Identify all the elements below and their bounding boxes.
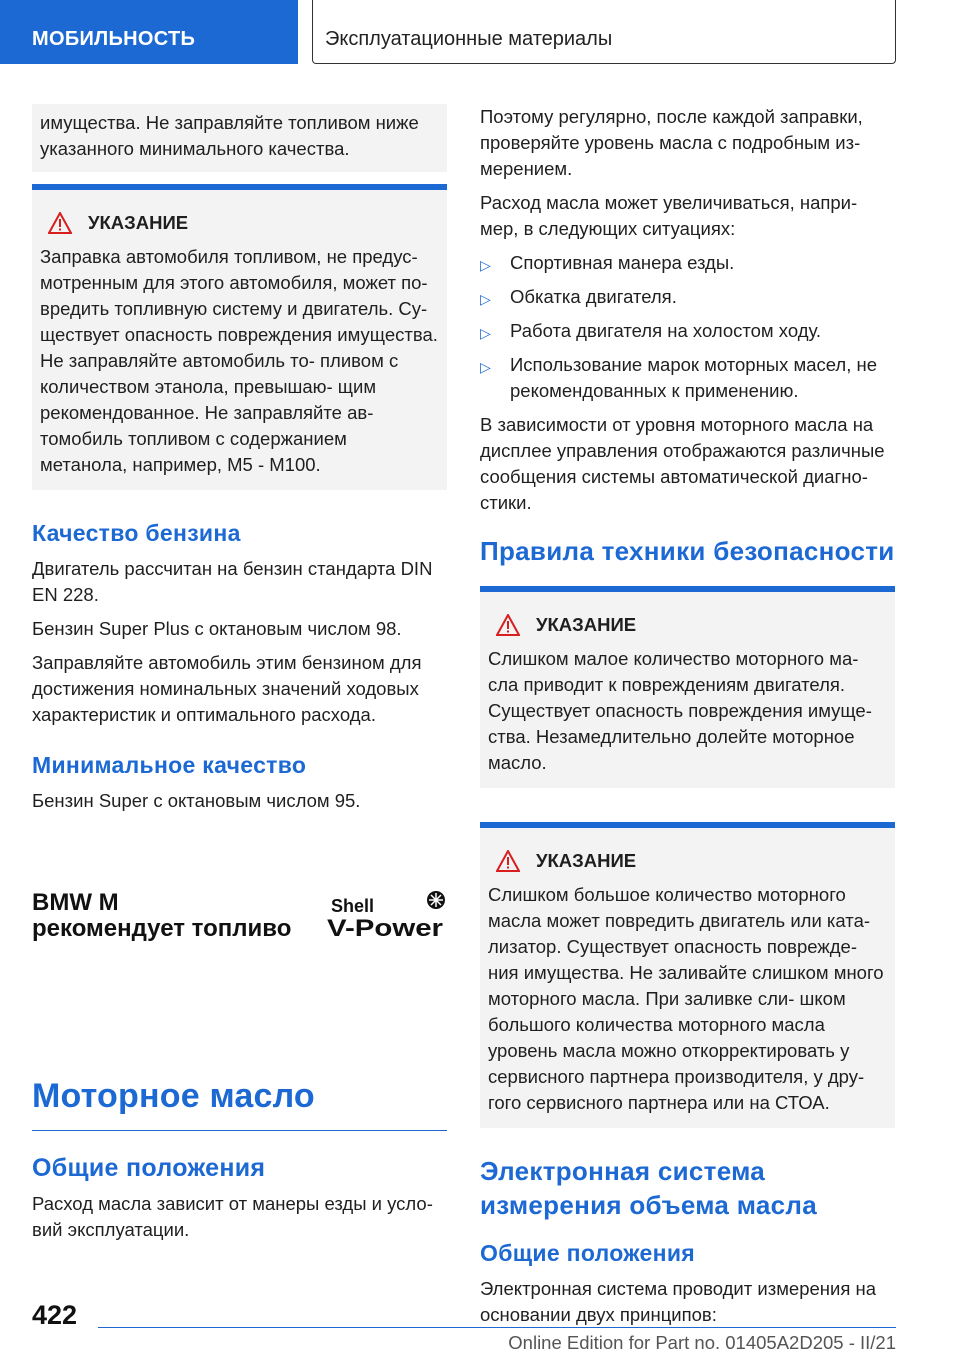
list-item-text: Обкатка двигателя. (510, 286, 677, 307)
warning-box (32, 184, 447, 490)
warning-title (496, 850, 887, 872)
heading-fuel-quality: Качество бензина (32, 520, 241, 546)
heading-engine-oil: Моторное масло (32, 1074, 447, 1131)
warning-triangle-icon (496, 850, 520, 872)
list-item (480, 284, 895, 310)
right-p3: В зависимости от уровня моторного масла на дисплее управления отображаются различные сообщения системы автоматической диагно- стики. (480, 414, 885, 513)
right-p1: Поэтому регулярно, после каждой заправки, проверяйте уровень масла с подробным из- мерением. (480, 106, 863, 179)
situations-list (480, 250, 895, 404)
electronic-p1: Электронная система проводит измерения на основании двух принципов: (480, 1278, 876, 1325)
page-number: 422 (32, 1300, 78, 1330)
fuel-quality-p2: Бензин Super Plus с октановым числом 98. (32, 618, 402, 639)
warning-text: Слишком большое количество моторного масла может повредить двигатель или ката- лизатор. Существует опасность поврежде- ния имущества. Не заливайте слишком много моторного масла. При заливке сли- шком большого количества моторного масла уровень масла можно откорректировать у сервисного партнера производителя, у дру- гого сервисного партнера или на СТОА. (488, 884, 884, 1113)
triangle-bullet-icon: ▷ (480, 291, 491, 307)
heading-electronic-oil-measurement: Электронная система измерения объема масла (480, 1156, 818, 1220)
warning-box (480, 822, 895, 1128)
engine-oil-p1: Расход масла зависит от манеры езды и усло- вий эксплуатации. (32, 1193, 433, 1240)
list-item (480, 250, 895, 276)
triangle-bullet-icon: ▷ (480, 359, 491, 375)
fuel-quality-p1: Двигатель рассчитан на бензин стандарта DIN EN 228. (32, 558, 433, 605)
warning-title (48, 212, 439, 234)
fuel-quality-p3: Заправляйте автомобиль этим бензином для достижения номинальных значений ходовых характеристик и оптимального расхода. (32, 652, 422, 725)
page-footer (0, 1296, 960, 1362)
heading-general-provisions: Общие положения (32, 1154, 266, 1182)
triangle-bullet-icon: ▷ (480, 325, 491, 341)
edition-info: Online Edition for Part no. 01405A2D205 - II/21 (508, 1332, 896, 1353)
warning-title-label: УКАЗАНИЕ (536, 614, 637, 635)
shell-vpower-ad (32, 890, 447, 950)
warning-title (496, 614, 887, 636)
min-quality-p1: Бензин Super с октановым числом 95. (32, 790, 361, 811)
continued-text-box (32, 104, 447, 172)
right-column (480, 104, 895, 1336)
logo-shell-text: Shell (331, 896, 375, 916)
logo-vpower-text: V-Power (327, 915, 443, 940)
continued-text: имущества. Не заправляйте топливом ниже указанного минимального качества. (40, 112, 419, 159)
list-item (480, 352, 895, 404)
list-item (480, 318, 895, 344)
warning-triangle-icon (496, 614, 520, 636)
warning-text: Слишком малое количество моторного ма- сла приводит к повреждениям двигателя. Существует опасность повреждения имуще- ства. Незамедлительно долейте моторное масло. (488, 648, 872, 773)
left-column (32, 104, 447, 822)
right-p2: Расход масла может увеличиваться, напри- мер, в следующих ситуациях: (480, 192, 858, 239)
shell-vpower-logo (327, 890, 447, 940)
list-item-text: Работа двигателя на холостом ходу. (510, 320, 822, 341)
list-item-text: Использование марок моторных масел, не рекомендованных к применению. (510, 354, 878, 401)
warning-text: Заправка автомобиля топливом, не предус- мотренным для этого автомобиля, может по- вредить топливную систему и двигатель. Су- ществует опасность повреждения имущества. Не заправляйте автомобиль то- пливом с количеством этанола, превышаю- щим рекомендованное. Не заправляйте ав- томобиль топливом с содержанием метанола, например, M5 - M100. (40, 246, 438, 475)
ad-line1: BMW M (32, 889, 119, 916)
list-item-text: Спортивная манера езды. (510, 252, 735, 273)
footer-divider (98, 1327, 896, 1328)
engine-oil-section (32, 1074, 447, 1251)
triangle-bullet-icon: ▷ (480, 257, 491, 273)
header-document-title: Эксплуатационные материалы (312, 0, 896, 64)
header-section-tab: МОБИЛЬНОСТЬ (0, 0, 298, 64)
ad-line2: рекомендует топливо (32, 915, 292, 942)
heading-min-quality: Минимальное качество (32, 752, 307, 778)
ad-text (32, 890, 291, 942)
warning-title-label: УКАЗАНИЕ (88, 212, 189, 233)
warning-title-label: УКАЗАНИЕ (536, 850, 637, 871)
warning-box (480, 586, 895, 788)
warning-triangle-icon (48, 212, 72, 234)
heading-safety-rules: Правила техники безопасности (480, 536, 895, 566)
heading-general-provisions: Общие положения (480, 1240, 695, 1266)
